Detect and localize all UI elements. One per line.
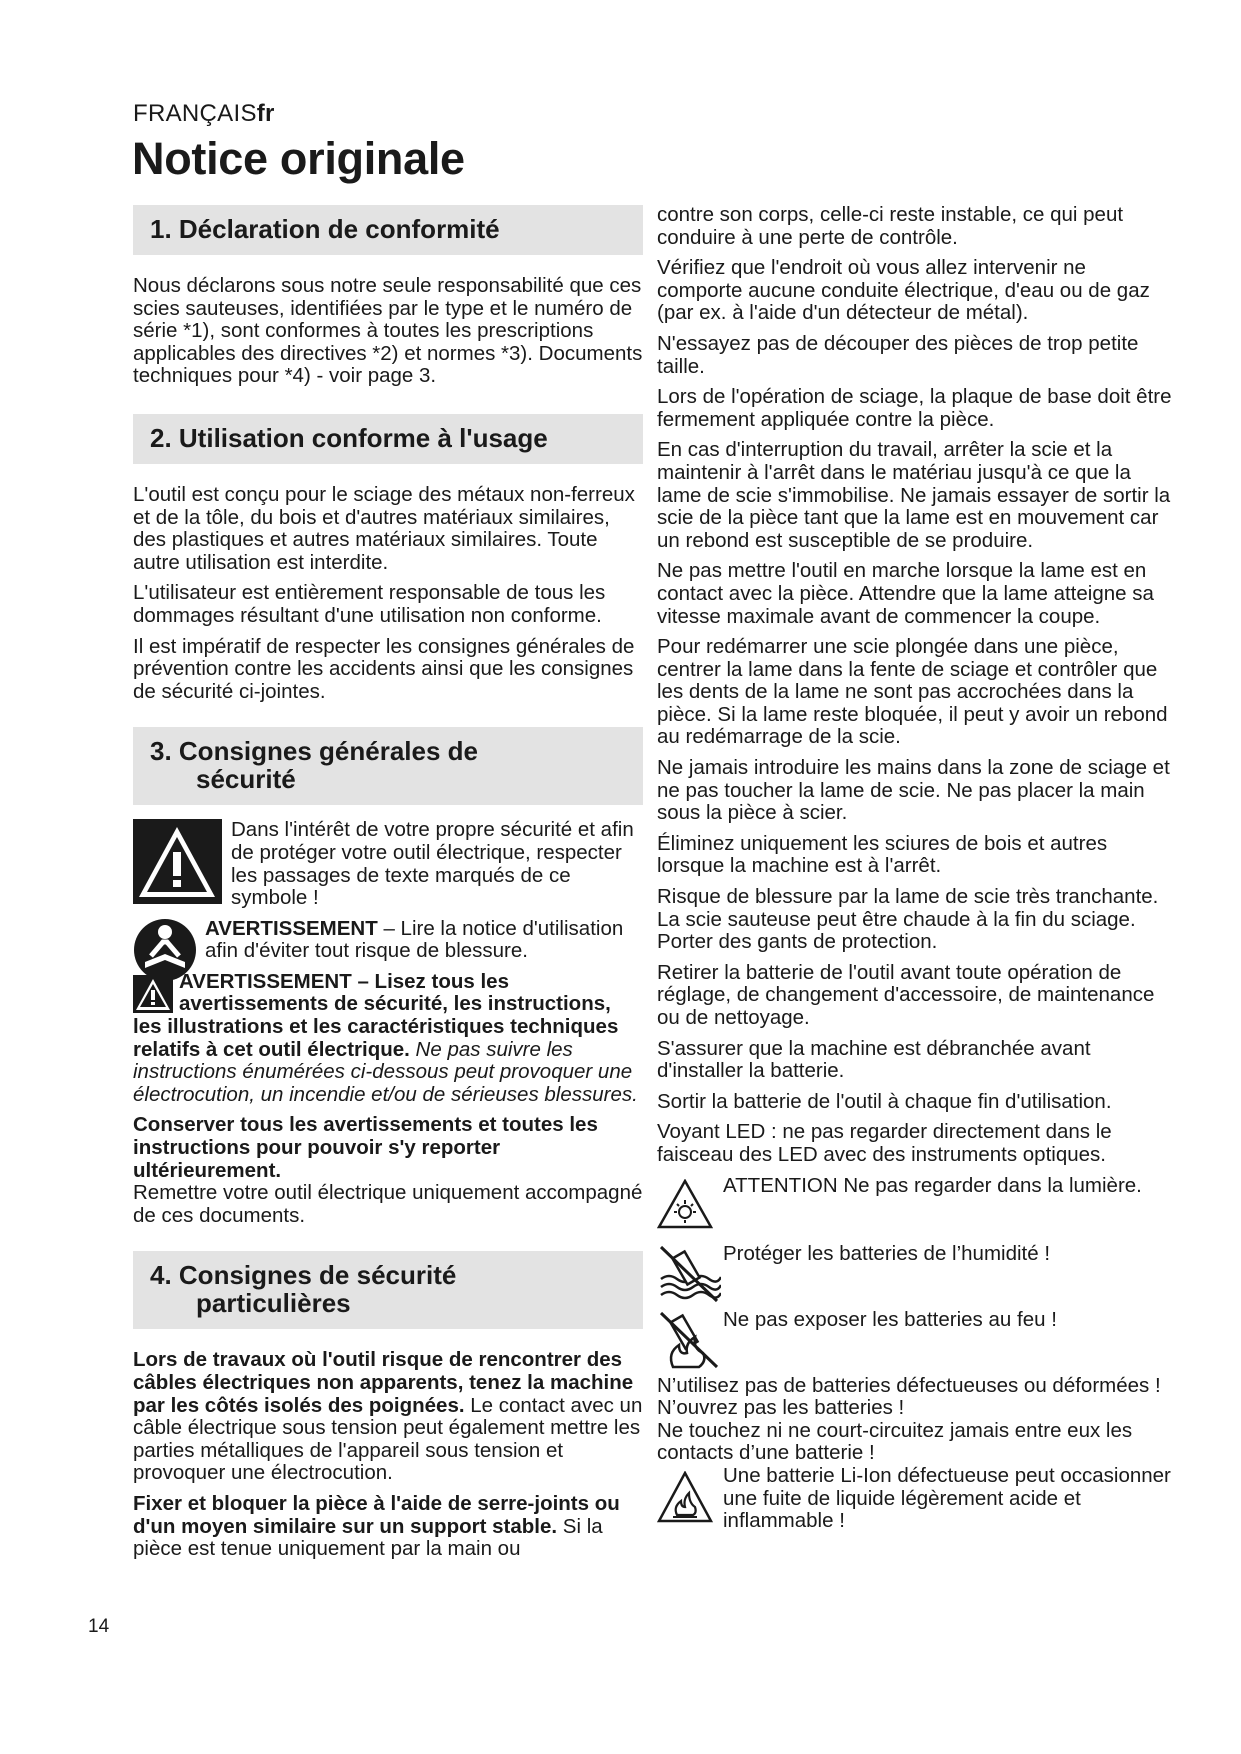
fire-row [657,1309,1177,1369]
right-paragraph-9: Éliminez uniquement les sciures de bois et autres lorsque la machine est à l'arrêt. [657,831,1108,878]
right-paragraph-8: Ne jamais introduire les mains dans la zone de sciage et ne pas toucher la lame de scie. Ne pas placer la main sous la pièce à scier. [657,756,1170,825]
keep-instructions-text: Remettre votre outil électrique uniquement accompagné de ces documents. [133,1181,643,1227]
page-number: 14 [88,1616,110,1637]
safety-symbol-text: Dans l'intérêt de votre propre sécurité et afin de protéger votre outil électrique, respecter les passages de texte marqués de ce symbole ! [231,818,634,910]
warning-triangle-icon [133,819,222,904]
led-warning-row [657,1175,1177,1233]
flammable-warning-icon [657,1471,713,1523]
led-attention-text: ATTENTION Ne pas regarder dans la lumière. [723,1173,1142,1197]
defective-battery-text: N’utilisez pas de batteries défectueuses ou déformées ! [657,1373,1161,1397]
right-paragraph-3: N'essayez pas de découper des pièces de trop petite taille. [657,331,1139,378]
safety-symbol-row [133,819,643,909]
language-code: fr [256,100,275,127]
section-4-heading [133,1251,643,1329]
section-1-text: Nous déclarons sous notre seule responsabilité que ces scies sauteuses, identifiées par le type et le numéro de série *1), sont conformes à toutes les prescriptions applicables des directives *2) et normes *3). Documents techniques pour *4) - voir page 3. [133,274,643,388]
right-paragraph-2: Vérifiez que l'endroit où vous allez intervenir ne comporte aucune conduite électrique, d'eau ou de gaz (par ex. à l'aide d'un détecteur de métal). [657,256,1150,325]
right-paragraph-11: Retirer la batterie de l'outil avant toute opération de réglage, de changement d'accessoire, de maintenance ou de nettoyage. [657,960,1155,1029]
right-column [657,204,1177,1541]
section-4-heading-line-2: particulières [196,1288,351,1319]
read-manual-label: AVERTISSEMENT [205,916,378,940]
section-2-paragraph-3: Il est impératif de respecter les consignes générales de prévention contre les accidents ainsi que les consignes de sécurité ci-jointes. [133,634,635,703]
led-light-warning-icon [657,1179,713,1229]
humidity-text: Protéger les batteries de l’humidité ! [723,1241,1051,1265]
fire-text: Ne pas exposer les batteries au feu ! [723,1307,1057,1331]
section-4-p1-text: Le contact avec un câble électrique sous tension peut également mettre les parties métalliques de l'appareil sous tension et provoquer une électrocution. [133,1393,643,1485]
warning-block [133,971,643,1107]
section-4-p2-text: Si la pièce est tenue uniquement par la main ou [133,1514,603,1561]
right-paragraph-10: Risque de blessure par la lame de scie très tranchante. La scie sauteuse peut être chaude à la fin du sciage. Porter des gants de protection. [657,885,1159,954]
no-fire-icon [657,1309,721,1371]
do-not-open-text: N’ouvrez pas les batteries ! [657,1396,905,1420]
section-1-heading: 1. Déclaration de conformité [133,205,643,255]
small-warning-icon [133,975,173,1013]
section-2-heading: 2. Utilisation conforme à l'usage [133,414,643,464]
warning-italic-text: Ne pas suivre les instructions énumérées ci-dessous peut provoquer une électrocution, un incendie et/ou de sérieuses blessures. [133,1037,638,1106]
right-paragraph-5: En cas d'interruption du travail, arrêter la scie et la maintenir à l'arrêt dans le matériau jusqu'à ce que la lame de scie s'immobilise. Ne jamais essayer de sortir la scie de la pièce tant que la lame est en mouvement car un rebond est susceptible de se produire. [657,438,1171,552]
right-paragraph-1: contre son corps, celle-ci reste instable, ce qui peut conduire à une perte de contrôle. [657,203,1124,249]
humidity-row [657,1243,1177,1303]
read-manual-row [133,918,643,963]
liion-row [657,1465,1177,1533]
right-paragraph-14: Voyant LED : ne pas regarder directement dans le faisceau des LED avec des instruments optiques. [657,1120,1112,1166]
section-2-paragraph-2: L'utilisateur est entièrement responsable de tous les dommages résultant d'une utilisation non conforme. [133,581,606,627]
liion-text: Une batterie Li-Ion défectueuse peut occasionner une fuite de liquide légèrement acide et inflammable ! [723,1463,1171,1533]
right-paragraph-13: Sortir la batterie de l'outil à chaque fin d'utilisation. [657,1089,1112,1113]
no-water-icon [657,1243,721,1305]
right-paragraph-12: S'assurer que la machine est débranchée avant d'installer la batterie. [657,1036,1091,1083]
section-4-p2-bold: Fixer et bloquer la pièce à l'aide de serre-joints ou d'un moyen similaire sur un support stable. [133,1491,620,1538]
short-circuit-text: Ne touchez ni ne court-circuitez jamais entre eux les contacts d’une batterie ! [657,1418,1133,1465]
right-paragraph-4: Lors de l'opération de sciage, la plaque de base doit être fermement appliquée contre la pièce. [657,385,1172,431]
section-3-heading-line-1: 3. Consignes générales de [150,736,479,767]
language-label [133,100,275,128]
language-name: FRANÇAIS [133,100,257,127]
page-title: Notice originale [132,133,465,184]
section-3-heading-line-2: sécurité [196,764,296,795]
left-column [133,205,643,1569]
section-2-paragraph-1: L'outil est conçu pour le sciage des métaux non-ferreux et de la tôle, du bois et d'autres matériaux similaires, des plastiques et autres matériaux similaires. Toute autre utilisation est interdite. [133,482,635,574]
keep-instructions-bold: Conserver tous les avertissements et toutes les instructions pour pouvoir s'y reporter ultérieurement. [133,1113,598,1182]
right-paragraph-7: Pour redémarrer une scie plongée dans une pièce, centrer la lame dans la fente de sciage et contrôler que les dents de la lame ne sont pas accrochées dans la pièce. Si la lame reste bloquée, il peut y avoir un rebond au redémarrage de la scie. [657,635,1168,749]
section-3-heading [133,727,643,805]
section-4-p1-bold: Lors de travaux où l'outil risque de rencontrer des câbles électriques non apparents, tenez la machine par les côtés isolés des poignées. [133,1348,634,1417]
read-manual-text: – Lire la notice d'utilisation afin d'éviter tout risque de blessure. [205,916,624,963]
right-paragraph-6: Ne pas mettre l'outil en marche lorsque la lame est en contact avec la pièce. Attendre que la lame atteigne sa vitesse maximale avant de commencer la coupe. [657,559,1154,628]
warning-bold-text: AVERTISSEMENT – Lisez tous les avertissements de sécurité, les instructions, les illustrations et les caractéristiques techniques relatifs à cet outil électrique. [133,969,619,1061]
section-4-heading-line-1: 4. Consignes de sécurité [150,1260,457,1291]
